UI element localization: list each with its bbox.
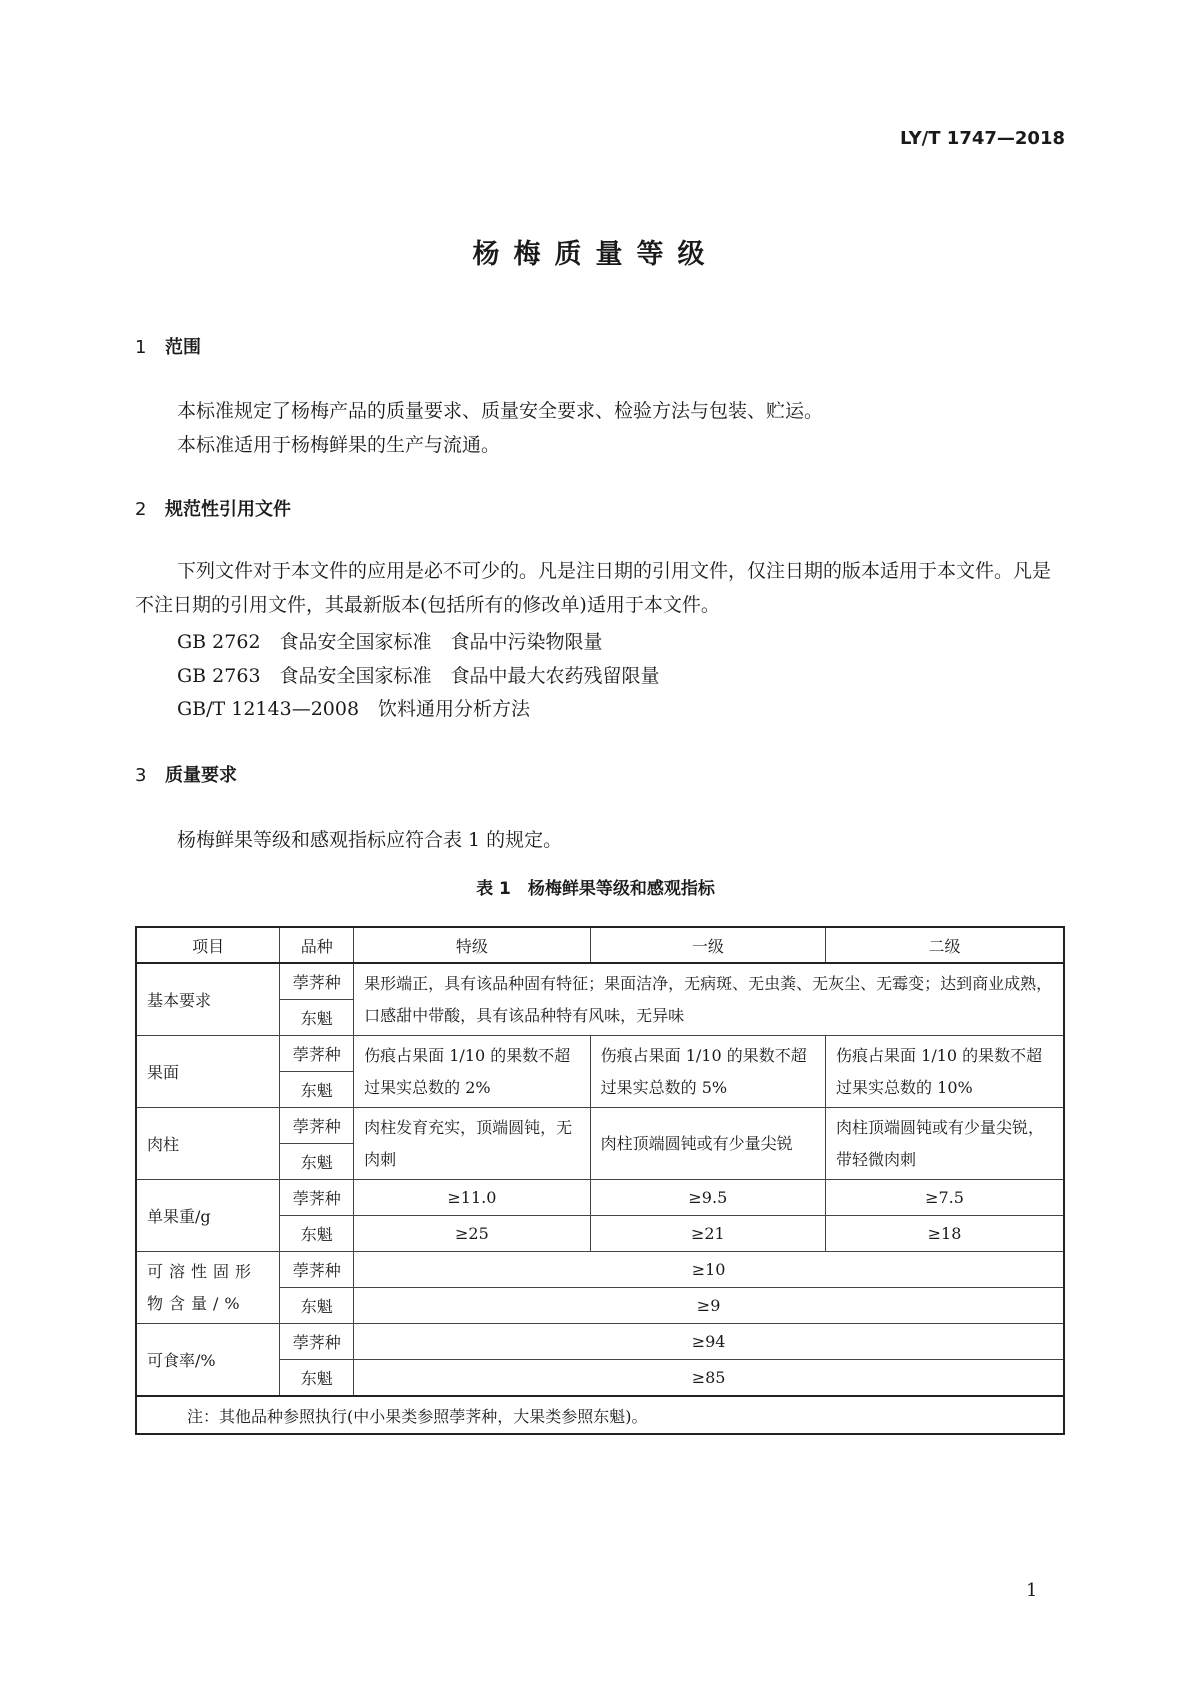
- section-title: 范围: [165, 337, 201, 358]
- variety-cell: 荸荠种: [280, 1324, 354, 1360]
- paragraph: 本标准适用于杨梅鲜果的生产与流通。: [177, 434, 501, 456]
- value-cell: ≥25: [354, 1216, 590, 1252]
- paragraph: 下列文件对于本文件的应用是必不可少的。凡是注日期的引用文件，仅注日期的版本适用于本文件。凡是不注日期的引用文件，其最新版本(包括所有的修改单)适用于本文件。: [135, 560, 1052, 616]
- header-cell: 一级: [590, 927, 825, 963]
- variety-cell: 东魁: [280, 1288, 354, 1324]
- paragraph: 杨梅鲜果等级和感观指标应符合表 1 的规定。: [177, 829, 563, 851]
- section-title: 质量要求: [165, 765, 237, 786]
- reference-item: GB/T 12143—2008 饮料通用分析方法: [177, 698, 531, 720]
- table-row: [136, 1036, 1064, 1072]
- header-cell: 项目: [136, 927, 280, 963]
- value-cell: ≥10: [354, 1252, 1064, 1288]
- value-cell: 肉柱顶端圆钝或有少量尖锐: [590, 1108, 825, 1180]
- section-1-heading: [135, 333, 201, 359]
- variety-cell: 东魁: [280, 1216, 354, 1252]
- variety-cell: 东魁: [280, 1000, 354, 1036]
- item-cell: 基本要求: [136, 963, 280, 1036]
- variety-cell: 东魁: [280, 1072, 354, 1108]
- section-number: 1: [135, 337, 147, 358]
- variety-cell: 荸荠种: [280, 1180, 354, 1216]
- section-number: 2: [135, 499, 147, 520]
- value-cell: ≥7.5: [826, 1180, 1064, 1216]
- header-cell: 品种: [280, 927, 354, 963]
- header-cell: 特级: [354, 927, 590, 963]
- value-cell: 伤痕占果面 1/10 的果数不超过果实总数的 5%: [590, 1036, 825, 1108]
- reference-item: GB 2763 食品安全国家标准 食品中最大农药残留限量: [177, 665, 660, 687]
- value-cell: 肉柱发育充实，顶端圆钝，无肉刺: [354, 1108, 590, 1180]
- item-cell: 可食率/%: [136, 1324, 280, 1397]
- item-cell: 可溶性固形物含量/%: [136, 1252, 280, 1324]
- table-row: [136, 1108, 1064, 1144]
- table-header-row: [136, 927, 1064, 963]
- value-cell: 伤痕占果面 1/10 的果数不超过果实总数的 10%: [826, 1036, 1064, 1108]
- quality-grade-table: [135, 926, 1065, 1435]
- table-caption: 表 1 杨梅鲜果等级和感观指标: [476, 879, 715, 899]
- table-row: [136, 963, 1064, 1000]
- header-cell: 二级: [826, 927, 1064, 963]
- variety-cell: 荸荠种: [280, 963, 354, 1000]
- item-cell: 单果重/g: [136, 1180, 280, 1252]
- value-cell: ≥94: [354, 1324, 1064, 1360]
- variety-cell: 东魁: [280, 1360, 354, 1397]
- variety-cell: 东魁: [280, 1144, 354, 1180]
- paragraph: 本标准规定了杨梅产品的质量要求、质量安全要求、检验方法与包装、贮运。: [177, 400, 824, 422]
- section-3-heading: [135, 761, 237, 787]
- table-note: 注：其他品种参照执行(中小果类参照荸荠种，大果类参照东魁)。: [136, 1396, 1064, 1434]
- variety-cell: 荸荠种: [280, 1252, 354, 1288]
- value-cell: ≥9: [354, 1288, 1064, 1324]
- value-cell: ≥18: [826, 1216, 1064, 1252]
- table-note-row: [136, 1396, 1064, 1434]
- value-cell: 伤痕占果面 1/10 的果数不超过果实总数的 2%: [354, 1036, 590, 1108]
- value-cell: ≥21: [590, 1216, 825, 1252]
- value-cell: ≥11.0: [354, 1180, 590, 1216]
- value-cell: 肉柱顶端圆钝或有少量尖锐，带轻微肉刺: [826, 1108, 1064, 1180]
- table-row: [136, 1252, 1064, 1288]
- reference-item: GB 2762 食品安全国家标准 食品中污染物限量: [177, 631, 603, 653]
- value-cell: ≥85: [354, 1360, 1064, 1397]
- table-row: [136, 1180, 1064, 1216]
- value-cell: ≥9.5: [590, 1180, 825, 1216]
- value-cell: 果形端正，具有该品种固有特征；果面洁净，无病斑、无虫粪、无灰尘、无霉变；达到商业成熟，口感甜中带酸，具有该品种特有风味，无异味: [354, 963, 1064, 1036]
- section-2-heading: [135, 495, 291, 521]
- item-cell: 肉柱: [136, 1108, 280, 1180]
- page-number: 1: [1026, 1580, 1038, 1601]
- table-row: [136, 1324, 1064, 1360]
- document-title: 杨梅质量等级: [472, 239, 719, 270]
- section-title: 规范性引用文件: [165, 499, 291, 520]
- section-number: 3: [135, 765, 147, 786]
- standard-number: LY/T 1747—2018: [899, 128, 1065, 149]
- variety-cell: 荸荠种: [280, 1108, 354, 1144]
- item-cell: 果面: [136, 1036, 280, 1108]
- variety-cell: 荸荠种: [280, 1036, 354, 1072]
